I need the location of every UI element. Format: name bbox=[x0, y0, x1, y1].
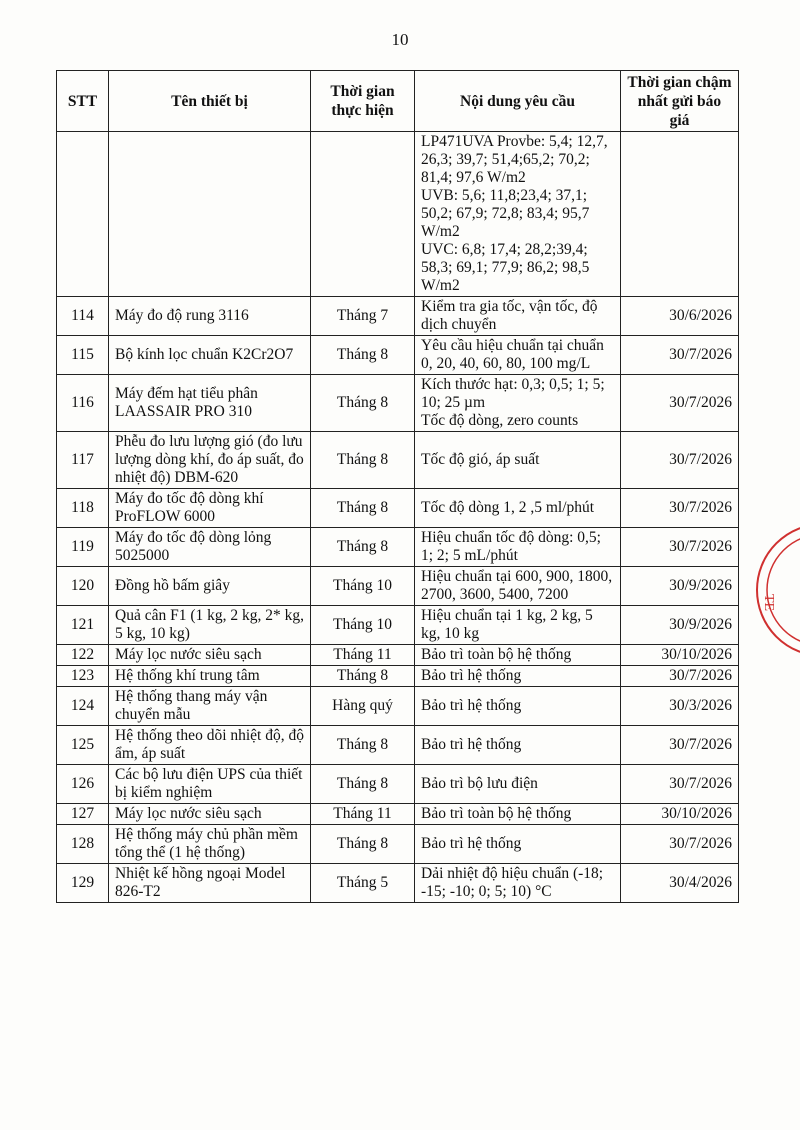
cell-content: Bảo trì hệ thống bbox=[415, 687, 621, 726]
cell-stt: 119 bbox=[57, 528, 109, 567]
cell-content: Hiệu chuẩn tại 1 kg, 2 kg, 5 kg, 10 kg bbox=[415, 606, 621, 645]
cell-content: Yêu cầu hiệu chuẩn tại chuẩn 0, 20, 40, 60, 80, 100 mg/L bbox=[415, 336, 621, 375]
header-time: Thời gian thực hiện bbox=[311, 71, 415, 132]
cell-content: Dải nhiệt độ hiệu chuẩn (-18; -15; -10; 0; 5; 10) °C bbox=[415, 864, 621, 903]
header-name: Tên thiết bị bbox=[109, 71, 311, 132]
cell-deadline: 30/7/2026 bbox=[621, 528, 739, 567]
cell-deadline: 30/4/2026 bbox=[621, 864, 739, 903]
cell-time: Tháng 8 bbox=[311, 726, 415, 765]
cell-content: LP471UVA Provbe: 5,4; 12,7, 26,3; 39,7; 51,4;65,2; 70,2; 81,4; 97,6 W/m2 UVB: 5,6; 11,8;23,4; 37,1; 50,2; 67,9; 72,8; 83,4; 95,7 W/m2 UVC: 6,8; 17,4; 28,2;39,4; 58,3; 69,1; 77,9; 86,2; 98,5 W/m2 bbox=[415, 132, 621, 297]
cell-content: Bảo trì hệ thống bbox=[415, 666, 621, 687]
cell-content: Bảo trì toàn bộ hệ thống bbox=[415, 804, 621, 825]
table-body bbox=[57, 132, 739, 903]
cell-deadline: 30/7/2026 bbox=[621, 489, 739, 528]
cell-content: Bảo trì bộ lưu điện bbox=[415, 765, 621, 804]
cell-stt: 117 bbox=[57, 432, 109, 489]
cell-time: Tháng 8 bbox=[311, 765, 415, 804]
table-row bbox=[57, 375, 739, 432]
cell-equipment-name: Hệ thống theo dõi nhiệt độ, độ ẩm, áp suất bbox=[109, 726, 311, 765]
table-row bbox=[57, 528, 739, 567]
cell-deadline: 30/9/2026 bbox=[621, 567, 739, 606]
table-row bbox=[57, 726, 739, 765]
table-row bbox=[57, 567, 739, 606]
cell-deadline: 30/3/2026 bbox=[621, 687, 739, 726]
header-content: Nội dung yêu cầu bbox=[415, 71, 621, 132]
cell-equipment-name: Nhiệt kế hồng ngoại Model 826-T2 bbox=[109, 864, 311, 903]
cell-stt: 129 bbox=[57, 864, 109, 903]
cell-time: Tháng 8 bbox=[311, 432, 415, 489]
cell-stt: 123 bbox=[57, 666, 109, 687]
cell-equipment-name: Hệ thống khí trung tâm bbox=[109, 666, 311, 687]
cell-content: Bảo trì hệ thống bbox=[415, 726, 621, 765]
cell-equipment-name: Máy đếm hạt tiểu phân LAASSAIR PRO 310 bbox=[109, 375, 311, 432]
cell-content: Kích thước hạt: 0,3; 0,5; 1; 5; 10; 25 µm Tốc độ dòng, zero counts bbox=[415, 375, 621, 432]
cell-time: Hàng quý bbox=[311, 687, 415, 726]
cell-stt: 114 bbox=[57, 297, 109, 336]
red-seal-stamp bbox=[735, 520, 800, 660]
table-row bbox=[57, 804, 739, 825]
cell-deadline: 30/7/2026 bbox=[621, 432, 739, 489]
cell-equipment-name: Các bộ lưu điện UPS của thiết bị kiểm nghiệm bbox=[109, 765, 311, 804]
cell-time: Tháng 8 bbox=[311, 375, 415, 432]
cell-stt: 116 bbox=[57, 375, 109, 432]
table-row bbox=[57, 765, 739, 804]
cell-equipment-name: Máy đo độ rung 3116 bbox=[109, 297, 311, 336]
table-row bbox=[57, 297, 739, 336]
table-row bbox=[57, 432, 739, 489]
cell-equipment-name: Hệ thống máy chủ phần mềm tổng thể (1 hệ thống) bbox=[109, 825, 311, 864]
cell-equipment-name: Phễu đo lưu lượng gió (đo lưu lượng dòng khí, đo áp suất, đo nhiệt độ) DBM-620 bbox=[109, 432, 311, 489]
cell-equipment-name: Máy đo tốc độ dòng khí ProFLOW 6000 bbox=[109, 489, 311, 528]
cell-deadline: 30/9/2026 bbox=[621, 606, 739, 645]
table-row bbox=[57, 687, 739, 726]
table-row bbox=[57, 864, 739, 903]
cell-equipment-name: Đồng hồ bấm giây bbox=[109, 567, 311, 606]
cell-content: Bảo trì toàn bộ hệ thống bbox=[415, 645, 621, 666]
cell-stt: 121 bbox=[57, 606, 109, 645]
header-stt: STT bbox=[57, 71, 109, 132]
cell-time: Tháng 11 bbox=[311, 645, 415, 666]
cell-deadline bbox=[621, 132, 739, 297]
cell-stt: 118 bbox=[57, 489, 109, 528]
cell-time: Tháng 10 bbox=[311, 567, 415, 606]
cell-deadline: 30/6/2026 bbox=[621, 297, 739, 336]
cell-stt: 128 bbox=[57, 825, 109, 864]
cell-stt bbox=[57, 132, 109, 297]
cell-equipment-name: Máy lọc nước siêu sạch bbox=[109, 804, 311, 825]
cell-time: Tháng 8 bbox=[311, 489, 415, 528]
cell-stt: 126 bbox=[57, 765, 109, 804]
cell-equipment-name: Hệ thống thang máy vận chuyển mẫu bbox=[109, 687, 311, 726]
table-row bbox=[57, 489, 739, 528]
cell-content: Hiệu chuẩn tại 600, 900, 1800, 2700, 3600, 5400, 7200 bbox=[415, 567, 621, 606]
table-row bbox=[57, 132, 739, 297]
cell-deadline: 30/7/2026 bbox=[621, 825, 739, 864]
cell-deadline: 30/7/2026 bbox=[621, 666, 739, 687]
cell-time: Tháng 8 bbox=[311, 336, 415, 375]
cell-deadline: 30/7/2026 bbox=[621, 726, 739, 765]
cell-content: Kiểm tra gia tốc, vận tốc, độ dịch chuyển bbox=[415, 297, 621, 336]
cell-time: Tháng 11 bbox=[311, 804, 415, 825]
cell-deadline: 30/7/2026 bbox=[621, 336, 739, 375]
cell-equipment-name: Quả cân F1 (1 kg, 2 kg, 2* kg, 5 kg, 10 kg) bbox=[109, 606, 311, 645]
cell-time bbox=[311, 132, 415, 297]
cell-time: Tháng 10 bbox=[311, 606, 415, 645]
table-row bbox=[57, 606, 739, 645]
cell-equipment-name: Bộ kính lọc chuẩn K2Cr2O7 bbox=[109, 336, 311, 375]
svg-text:TE: TE bbox=[761, 594, 776, 612]
header-deadline: Thời gian chậm nhất gửi báo giá bbox=[621, 71, 739, 132]
cell-stt: 125 bbox=[57, 726, 109, 765]
cell-deadline: 30/10/2026 bbox=[621, 645, 739, 666]
table-row bbox=[57, 666, 739, 687]
cell-time: Tháng 5 bbox=[311, 864, 415, 903]
cell-deadline: 30/7/2026 bbox=[621, 765, 739, 804]
table-row bbox=[57, 825, 739, 864]
cell-stt: 115 bbox=[57, 336, 109, 375]
cell-content: Tốc độ dòng 1, 2 ,5 ml/phút bbox=[415, 489, 621, 528]
cell-stt: 127 bbox=[57, 804, 109, 825]
page-number: 10 bbox=[391, 30, 409, 49]
cell-time: Tháng 8 bbox=[311, 825, 415, 864]
cell-deadline: 30/7/2026 bbox=[621, 375, 739, 432]
cell-stt: 120 bbox=[57, 567, 109, 606]
cell-time: Tháng 8 bbox=[311, 666, 415, 687]
cell-content: Tốc độ gió, áp suất bbox=[415, 432, 621, 489]
table-header-row bbox=[57, 71, 739, 132]
cell-time: Tháng 8 bbox=[311, 528, 415, 567]
cell-time: Tháng 7 bbox=[311, 297, 415, 336]
cell-equipment-name bbox=[109, 132, 311, 297]
table-row bbox=[57, 645, 739, 666]
cell-equipment-name: Máy lọc nước siêu sạch bbox=[109, 645, 311, 666]
table-row bbox=[57, 336, 739, 375]
cell-stt: 124 bbox=[57, 687, 109, 726]
cell-stt: 122 bbox=[57, 645, 109, 666]
cell-content: Bảo trì hệ thống bbox=[415, 825, 621, 864]
cell-deadline: 30/10/2026 bbox=[621, 804, 739, 825]
cell-equipment-name: Máy đo tốc độ dòng lỏng 5025000 bbox=[109, 528, 311, 567]
equipment-table bbox=[56, 70, 739, 903]
cell-content: Hiệu chuẩn tốc độ dòng: 0,5; 1; 2; 5 mL/phút bbox=[415, 528, 621, 567]
